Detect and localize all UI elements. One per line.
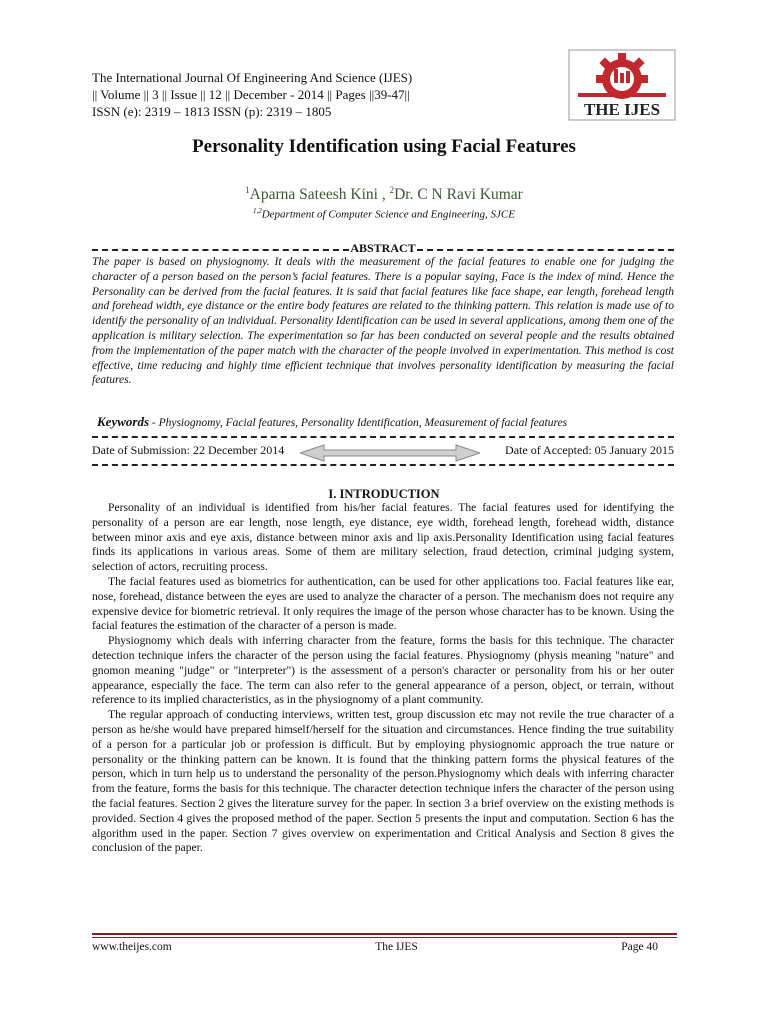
- abstract-heading: ABSTRACT: [350, 241, 416, 255]
- department-line: [0, 207, 768, 221]
- ijes-logo: [568, 49, 676, 121]
- author1: Aparna Sateesh Kini ,: [249, 186, 386, 204]
- keywords-text: - Physiognomy, Facial features, Personality Identification, Measurement of facial features: [149, 417, 568, 429]
- author2-sup: 2: [389, 185, 395, 195]
- keywords-line: [97, 414, 567, 430]
- double-arrow-icon: [300, 443, 480, 463]
- author-line: [0, 185, 768, 204]
- journal-header: [92, 69, 412, 120]
- dashed-rule: [417, 249, 674, 251]
- dashed-rule: [92, 249, 349, 251]
- footer-journal: The IJES: [375, 941, 418, 953]
- accepted-date: Date of Accepted: 05 January 2015: [505, 443, 674, 457]
- journal-name: The International Journal Of Engineering And Science (IJES): [92, 70, 413, 85]
- introduction-body: [92, 501, 674, 856]
- author2: Dr. C N Ravi Kumar: [394, 186, 523, 204]
- footer-page-number: Page 40: [621, 941, 658, 953]
- section-heading-introduction: I. INTRODUCTION: [328, 487, 440, 501]
- issn-line: ISSN (e): 2319 – 1813 ISSN (p): 2319 – 1805: [92, 104, 332, 119]
- paragraph: The facial features used as biometrics for authentication, can be used for other applications too. Facial features like ear, nose, forehead, distance between the eyes are used to analyze the character of a person. The mechanism does not require any expensive device for biometric retrieval. It only requires the image of the person whose character has to be known. Using the facial features the estimation of the character of a person is made.: [92, 574, 674, 633]
- logo-text: THE IJES: [583, 100, 661, 119]
- paragraph: The regular approach of conducting interviews, written test, group discussion etc may not revile the true character of a person as he/she would have prepared himself/herself for the situation and circumstances. Hence finding the true suitability of a person for a particular job or profession is difficult. But by employing physiognomic approach the true nature or personality or the thinking pattern can be known. It is found that the thinking pattern forms the physical features of the person, which in turn help us to understand the personality of the person.Physiognomy which deals with inferring character from the feature, forms the basis for this technique. The character detection technique infers the character of the person using the facial features. Section 2 gives the literature survey for the paper. In section 3 a brief overview on the existing methods is provided. Section 4 gives the proposed method of the paper. Section 5 presents the input and computation. Section 6 has the algorithm used in the paper. Section 7 gives overview on experimentation and Critical Analysis and Section 8 gives the conclusion of the paper.: [92, 708, 674, 855]
- dashed-rule: [92, 436, 674, 438]
- dashed-rule: [92, 464, 674, 466]
- keywords-label: Keywords: [97, 414, 149, 429]
- author1-sup: 1: [245, 185, 250, 195]
- abstract-text: The paper is based on physiognomy. It deals with the measurement of the facial features to enable one for judging the character of a person based on the person’s facial features. There is a popular saying, Face is the index of mind. Hence the Personality can be derived from the facial features. It is said that facial features like face shape, ear length, forehead length and forehead width, eye distance or the entire body features are related to the thinking pattern. This relation is made use of to identify the personality of an individual. Personality Identification can be used in several applications, among them one of the application is military selection. The experimentation so far has been conducted on several people and the results obtained from the implementation of the paper match with the character of the people involved in experimentation. This method is cost effective, time reducing and highly time efficient technique that involves personality identification by measuring the facial features.: [92, 256, 674, 387]
- department: Department of Computer Science and Engineering, SJCE: [261, 208, 515, 221]
- footer-rule: [92, 937, 677, 938]
- submission-date: Date of Submission: 22 December 2014: [92, 443, 285, 457]
- volume-line: || Volume || 3 || Issue || 12 || December - 2014 || Pages ||39-47||: [92, 87, 410, 102]
- paragraph: Personality of an individual is identified from his/her facial features. The facial features used for identifying the personality of a person are ear length, nose length, eye distance, eye width, forehead length, forehead width, distance between minor axis and eye axis, distance between minor axis and lip axis.Personality Identification using facial features finds its applications in various areas. Some of them are military selection, fraud detection, criminal judging system, selection of actors, recruiting process.: [92, 501, 674, 574]
- paragraph: Physiognomy which deals with inferring character from the feature, forms the basis for this technique. The character detection technique infers the character of the person using the facial features. Physiognomy (physis meaning "nature" and gnomon meaning "judge" or "interpreter") is the assessment of a person's character or personality from his or her outer appearance, especially the face. The term can also refer to the general appearance of a person, object, or terrain, without reference to its implied characteristics, as in the physiognomy of a plant community.: [92, 634, 674, 707]
- paper-title: Personality Identification using Facial Features: [192, 136, 576, 157]
- page-footer: [92, 941, 658, 953]
- footer-website: www.theijes.com: [92, 941, 172, 953]
- footer-rule: [92, 933, 677, 935]
- abstract-heading-row: [92, 241, 674, 256]
- dept-sup: 1,2: [252, 207, 262, 215]
